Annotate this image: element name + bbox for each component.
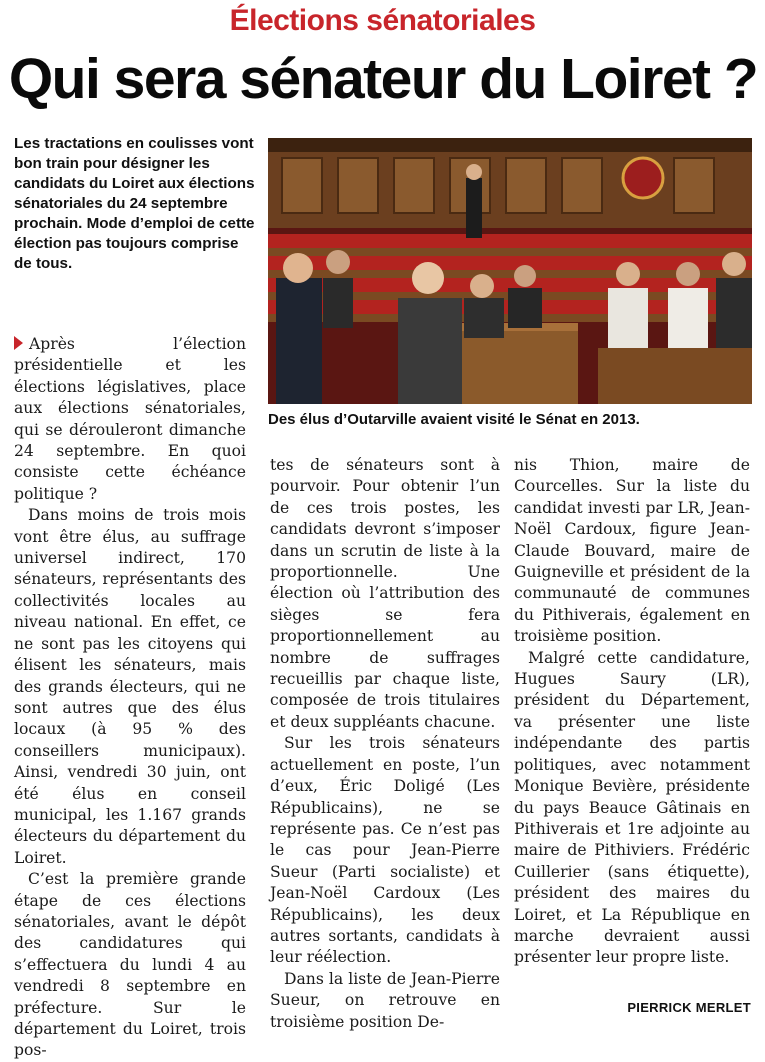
body-paragraph: tes de sénateurs sont à pourvoir. Pour obtenir l’un de ces trois postes, les candidats devront s’imposer dans un scrutin de liste à la proportionnelle. Une élection où l’attribution des sièges se fera proportionnellement au nombre de suffrages recueillis par chaque liste, composée de trois titulaires et deux suppléants chacune.	[270, 456, 500, 731]
paragraph-bullet-icon	[14, 336, 23, 350]
section-kicker: Élections sénatoriales	[229, 4, 536, 37]
photo-caption: Des élus d’Outarville avaient visité le Sénat en 2013.	[268, 411, 640, 428]
body-column-2	[270, 455, 500, 1033]
article-photo	[268, 138, 752, 404]
lead-text: Les tractations en coulisses vont bon train pour désigner les candidats du Loiret aux élections sénatoriales du 24 septembre prochain. Mode d’emploi de cette élection pas toujours comprise de tous.	[14, 135, 255, 272]
body-paragraph: nis Thion, maire de Courcelles. Sur la liste du candidat investi par LR, Jean-Noël Cardoux, figure Jean-Claude Bouvard, maire de Guigneville et président de la communauté de communes du Pithiverais, également en troisième position.	[514, 456, 750, 646]
body-paragraph: Dans moins de trois mois vont être élus, au suffrage universel indirect, 170 sénateurs, représentants des collectivités locales au niveau national. En effet, ce ne sont pas les citoyens qui élisent les sénateurs, mais des grands électeurs, qui ne sont autres que des élus locaux (à 95 % des conseillers municipaux). Ainsi, vendredi 30 juin, ont été élus en conseil municipal, les 1.167 grands électeurs du département du Loiret.	[14, 506, 246, 867]
senate-hemicycle-illustration	[268, 138, 752, 404]
body-paragraph: Sur les trois sénateurs actuellement en poste, l’un d’eux, Éric Doligé (Les Républicains), ne se représente pas. Ce n’est pas le cas pour Jean-Pierre Sueur (Parti socialiste) et Jean-Noël Cardoux (Les Républicains), les deux autres sortants, candidats à leur réélection.	[270, 734, 500, 967]
body-paragraph: Dans la liste de Jean-Pierre Sueur, on retrouve en troisième position De-	[270, 969, 500, 1031]
body-paragraph: C’est la première grande étape de ces élections sénatoriales, avant le dépôt des candidatures qui s’effectuera du lundi 4 au vendredi 8 septembre en préfecture. Sur le département du Loiret, trois pos-	[14, 870, 246, 1060]
headline: Qui sera sénateur du Loiret ?	[8, 47, 758, 111]
body-paragraph: Après l’élection présidentielle et les élections législatives, place aux élections sénatoriales, qui se dérouleront dimanche 24 septembre. En quoi consiste cette échéance politique ?	[14, 335, 246, 503]
author-byline: PIERRICK MERLET	[627, 1000, 751, 1015]
body-column-1	[14, 334, 246, 1062]
body-paragraph: Malgré cette candidature, Hugues Saury (LR), président du Département, va présenter une liste indépendante des partis politiques, avec notamment Monique Bevière, présidente du pays Beauce Gâtinais en Pithiverais et 1re adjointe au maire de Pithiviers. Frédéric Cuillerier (sans étiquette), président des maires du Loiret, et La République en marche devraient aussi présenter leur propre liste.	[514, 648, 750, 967]
lead-paragraph	[14, 134, 260, 274]
body-column-3	[514, 455, 750, 969]
